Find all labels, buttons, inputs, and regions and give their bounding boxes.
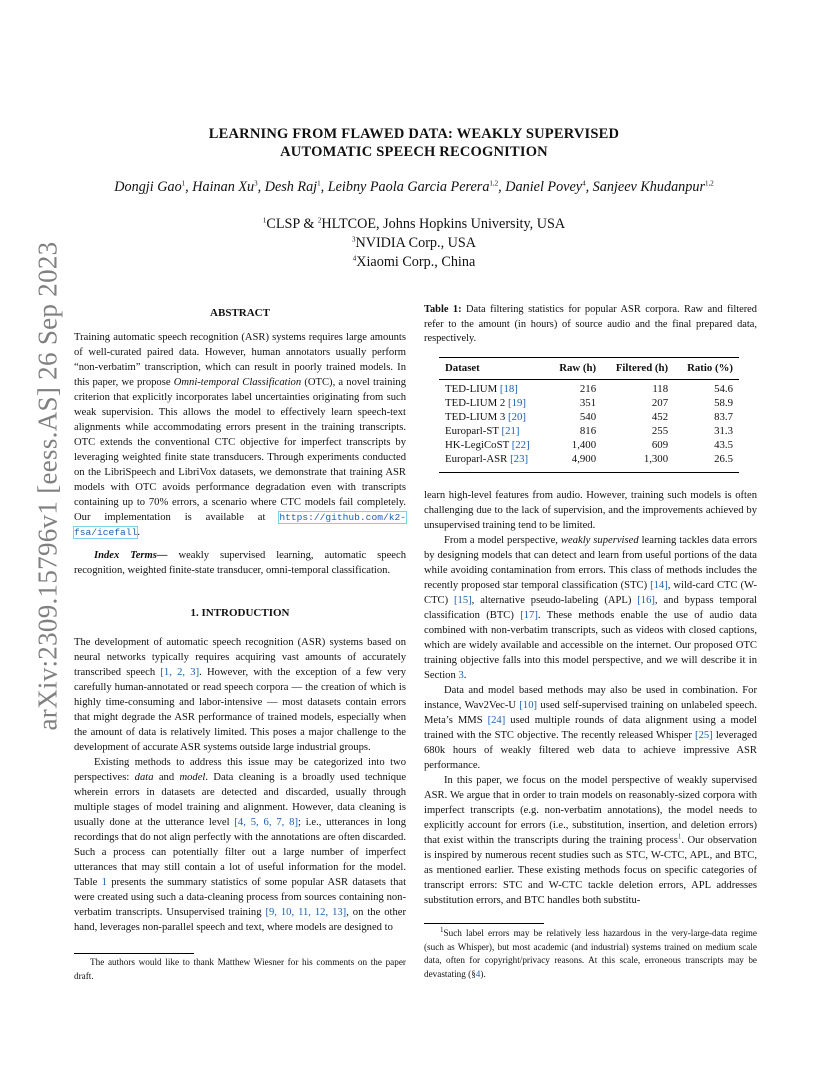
dataset-cell: Europarl-ST [21] bbox=[445, 425, 520, 437]
index-terms: Index Terms— weakly supervised learning, automatic speech recognition, weighted finite-state transducer, omni-temporal classification. bbox=[74, 550, 406, 576]
filtered-hours-cell: 452 bbox=[651, 411, 669, 423]
affiliation-3 bbox=[200, 253, 628, 272]
citation-link[interactable]: [15] bbox=[454, 595, 472, 606]
dataset-cell: TED-LIUM 2 [19] bbox=[445, 397, 526, 409]
citation-link[interactable]: [19] bbox=[507, 397, 526, 409]
ratio-cell: 58.9 bbox=[714, 397, 733, 409]
column-header: Raw (h) bbox=[559, 362, 597, 374]
footnote-mark-link[interactable]: 1 bbox=[677, 832, 682, 841]
acknowledgement-footnote bbox=[74, 956, 406, 983]
author-name: Sanjeev Khudanpur bbox=[592, 179, 705, 195]
citation-link[interactable]: [23] bbox=[510, 453, 529, 465]
right-column-body bbox=[424, 488, 757, 908]
dataset-cell: TED-LIUM [18] bbox=[445, 383, 518, 395]
author-affiliation-mark: 1,2 bbox=[704, 179, 714, 188]
ratio-cell: 31.3 bbox=[714, 425, 733, 437]
ratio-cell: 26.5 bbox=[714, 453, 733, 465]
author-name: Hainan Xu bbox=[192, 179, 255, 195]
paragraph: Data and model based methods may also be used in combination. For instance, Wav2Vec-U [10] used self-supervised training on unlabeled speech. Meta’s MMS [24] used multiple rounds of data alignment using a model trained with the STC objective. The recently released Whisper [25] leveraged 680k hours of weakly filtered web data to achieve impressive ASR performance. bbox=[424, 685, 758, 771]
title-line-2: AUTOMATIC SPEECH RECOGNITION bbox=[280, 144, 548, 160]
author-separator: , bbox=[498, 179, 506, 195]
ratio-cell: 83.7 bbox=[714, 411, 733, 423]
aff-text: NVIDIA Corp., USA bbox=[355, 235, 477, 251]
citation-link[interactable]: [4, 5, 6, 7, 8] bbox=[234, 817, 298, 828]
author-separator: , bbox=[320, 179, 328, 195]
filtered-hours-cell: 255 bbox=[651, 425, 669, 437]
table-bottom-rule bbox=[439, 472, 739, 473]
aff-sup: 3 bbox=[351, 235, 356, 244]
table-ref-link[interactable]: 1 bbox=[101, 877, 107, 888]
author-separator: , bbox=[585, 179, 593, 195]
citation-link[interactable]: [22] bbox=[511, 439, 530, 451]
filtered-hours-cell: 1,300 bbox=[643, 453, 669, 465]
table-row bbox=[439, 382, 739, 396]
table-label: Table 1: bbox=[424, 304, 462, 315]
aff-sup: 1 bbox=[262, 216, 267, 225]
filtered-hours-cell: 609 bbox=[651, 439, 669, 451]
aff-text: Xiaomi Corp., China bbox=[356, 254, 476, 270]
table-row bbox=[439, 424, 739, 438]
author-name: Leibny Paola Garcia Perera bbox=[327, 179, 490, 195]
filtered-hours-cell: 118 bbox=[652, 383, 669, 395]
author-name: Daniel Povey bbox=[505, 179, 583, 195]
table-row bbox=[439, 438, 739, 452]
abstract-section bbox=[74, 306, 406, 578]
raw-hours-cell: 216 bbox=[579, 383, 597, 395]
footnote-number: 1 bbox=[440, 925, 444, 934]
citation-link[interactable]: [25] bbox=[695, 730, 713, 741]
raw-hours-cell: 816 bbox=[579, 425, 597, 437]
ratio-cell: 54.6 bbox=[714, 383, 733, 395]
citation-link[interactable]: [1, 2, 3] bbox=[160, 667, 200, 678]
intro-heading: 1. INTRODUCTION bbox=[190, 607, 290, 619]
raw-hours-cell: 4,900 bbox=[571, 453, 597, 465]
ratio-cell: 43.5 bbox=[714, 439, 733, 451]
citation-link[interactable]: [24] bbox=[487, 715, 506, 726]
table-row bbox=[439, 410, 739, 424]
index-terms-label: Index Terms— bbox=[94, 550, 168, 561]
affiliation-1 bbox=[200, 215, 628, 234]
introduction-section bbox=[74, 606, 406, 935]
section-ref-link[interactable]: 4 bbox=[475, 968, 481, 979]
author-affiliation-mark: 1 bbox=[181, 179, 186, 188]
dataset-cell: TED-LIUM 3 [20] bbox=[445, 411, 526, 423]
author-separator: , bbox=[257, 179, 265, 195]
citation-link[interactable]: [20] bbox=[507, 411, 526, 423]
intro-paragraph-2: Existing methods to address this issue may be categorized into two perspectives: data and model. Data cleaning is a broadly used technique wherein errors in datasets are detected and discarded, usually through multiple stages of model training and alignment. However, data cleaning is usually done at the utterance level [4, 5, 6, 7, 8]; i.e., utterances in long recordings that do not align perfectly with the annotations are often discarded. Such a process can potentially filter out a large number of imperfect utterances that may still contain a lot of useful information for the model. Table 1 presents the summary statistics of some popular ASR datasets that were created using such a data-cleaning process from sources containing non-verbatim transcripts. Unsupervised training [9, 10, 11, 12, 13], on the other hand, leverages non-parallel speech and text, where models are designed to bbox=[74, 757, 407, 933]
column-header: Dataset bbox=[445, 362, 480, 374]
raw-hours-cell: 540 bbox=[579, 411, 597, 423]
table-caption: Table 1: Data filtering statistics for popular ASR corpora. Raw and filtered refer to the amount (in hours) of source audio and the final prepared data, respectively. bbox=[424, 304, 757, 344]
citation-link[interactable]: [21] bbox=[501, 425, 520, 437]
paragraph: In this paper, we focus on the model perspective of weakly supervised ASR. We argue that in order to train models on reasonably-sized corpora with imperfect transcripts (e.g. non-verbatim annotations), the model needs to explicitly account for errors (i.e., substitution, insertion, and deletion errors) that exist within the transcripts during the training process$^1$. Our observation is inspired by numerous recent studies such as STC, W-CTC, APL, and BTC, as mentioned earlier. These existing methods focus on specific categories of transcript errors: STC and W-CTC tackle deletion errors, APL addresses substitution errors, and BTC handles both substitu- bbox=[424, 775, 757, 906]
table-row bbox=[439, 452, 739, 466]
raw-hours-cell: 351 bbox=[579, 397, 597, 409]
table-top-rule bbox=[439, 357, 739, 358]
raw-hours-cell: 1,400 bbox=[571, 439, 597, 451]
footnote-rule-right bbox=[424, 923, 544, 924]
section-ref-link[interactable]: 3 bbox=[458, 670, 464, 681]
author-affiliation-mark: 4 bbox=[582, 179, 586, 188]
citation-link[interactable]: [18] bbox=[499, 383, 518, 395]
abstract-text: Training automatic speech recognition (ASR) systems requires large amounts of well-curated paired data. However, human annotators usually perform “non-verbatim” transcription, which can result in poorly trained models. In this paper, we propose Omni-temporal Classification (OTC), a novel training criterion that explicitly incorporates label uncertainties originating from such weak supervision. This allows the model to effectively learn speech-text alignments while accommodating errors present in the training transcripts. OTC extends the conventional CTC objective for imperfect transcripts by leveraging weighted finite state transducers. Through experiments conducted on the LibriSpeech and LibriVox datasets, we demonstrate that training ASR models with OTC avoids performance degradation even with transcripts containing up to 70% errors, a scenario where CTC models fail completely. Our implementation is available at https://github.com/k2-fsa/icefall. bbox=[74, 332, 406, 538]
table-mid-rule bbox=[439, 379, 739, 380]
table-header-row bbox=[439, 361, 739, 375]
paragraph: From a model perspective, weakly supervised learning tackles data errors by designing models that can detect and learn from useful portions of the data while avoiding contamination from errors. This class of methods includes the recently proposed star temporal classification (STC) [14], wild-card CTC (W-CTC) [15], alternative pseudo-labeling (APL) [16], and bypass temporal classification (BTC) [17]. These methods enable the use of audio data combined with non-verbatim transcripts, such as videos with closed captions, which are widely available and accessible on the internet. Our proposed OTC training objective falls into this model perspective, and we will describe it in Section 3. bbox=[424, 535, 757, 681]
author-affiliation-mark: 1,2 bbox=[489, 179, 499, 188]
paper-title bbox=[90, 125, 738, 161]
author-separator: , bbox=[185, 179, 193, 195]
aff-sup: 4 bbox=[352, 254, 357, 263]
table-row bbox=[439, 396, 739, 410]
abstract-heading: ABSTRACT bbox=[210, 307, 270, 319]
filtered-hours-cell: 207 bbox=[651, 397, 669, 409]
aff-sup: 2 bbox=[317, 216, 322, 225]
author-affiliation-mark: 1 bbox=[317, 179, 321, 188]
title-line-1: LEARNING FROM FLAWED DATA: WEAKLY SUPERVISED bbox=[208, 126, 620, 142]
data-table bbox=[439, 361, 739, 466]
dataset-cell: Europarl-ASR [23] bbox=[445, 453, 529, 465]
paragraph: learn high-level features from audio. However, training such models is often challenging due to the lack of supervision, and the improvements achieved by unsupervised training tend to be limited. bbox=[424, 490, 757, 531]
citation-link[interactable]: [16] bbox=[637, 595, 655, 606]
column-header: Ratio (%) bbox=[687, 362, 733, 374]
citation-link[interactable]: [14] bbox=[650, 580, 668, 591]
affiliation-2 bbox=[200, 234, 628, 253]
intro-paragraph-1: The development of automatic speech recognition (ASR) systems based on neural networks typically requires acquiring vast amounts of accurately transcribed speech [1, 2, 3]. However, with the exception of a few very carefully human-annotated or read speech corpora — the creation of which is highly time-consuming and labor-intensive — most datasets contain errors that might degrade the ASR performance of trained models, especially when the amount of data is relatively limited. This poses a major challenge to the development of accurate ASR systems outside large industrial groups. bbox=[74, 637, 407, 753]
ack-text: The authors would like to thank Matthew Wiesner for his comments on the paper draft. bbox=[74, 957, 406, 981]
author-name: Dongji Gao bbox=[114, 179, 182, 195]
footnote-1: $^1$Such label errors may be relatively less hazardous in the very-large-data regime (such as Whisper), but most academic (and industrial) systems trained on medium scale data, often for copyright/privacy reasons. At this scale, erroneous transcripts may be devastating (§4). bbox=[424, 925, 757, 979]
column-header: Filtered (h) bbox=[615, 362, 669, 374]
dataset-cell: HK-LegiCoST [22] bbox=[445, 439, 530, 451]
author-name: Desh Raj bbox=[264, 179, 318, 195]
author-affiliation-mark: 3 bbox=[254, 179, 258, 188]
author-list bbox=[60, 178, 768, 196]
code-link[interactable]: https://github.com/k2-fsa/icefall bbox=[74, 512, 406, 538]
citation-link[interactable]: [17] bbox=[520, 610, 538, 621]
aff-text: HLTCOE, Johns Hopkins University, USA bbox=[321, 216, 566, 232]
citation-link[interactable]: [10] bbox=[519, 700, 538, 711]
arxiv-id[interactable]: arXiv:2309.15796v1 [eess.AS] 26 Sep 2023 bbox=[32, 241, 63, 731]
footnote-rule-left bbox=[74, 953, 194, 954]
aff-text: CLSP & bbox=[266, 216, 318, 232]
citation-link[interactable]: [9, 10, 11, 12, 13] bbox=[265, 907, 347, 918]
